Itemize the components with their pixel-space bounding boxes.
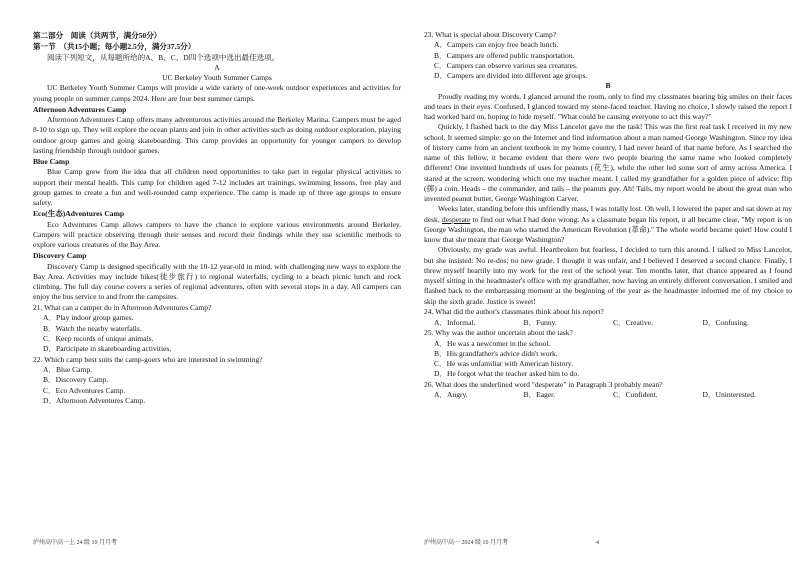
passage-a-letter: A [214,62,220,72]
question-stem: 21. What can a camper do in Afternoon Adventures Camp? [33,303,212,312]
left-column [33,30,401,406]
passage-b-paragraph: Weeks later, standing before this unfriendly mass, I was totally lost. Oh well, I lowered the paper and sat down at my desk, desperate to find out what I had done wrong. As a classmate began his report, it all became clear, "My report is on George Washington, the man who started the American Revolution (革命)." The whole world became quiet! How could I know that she meant that George Washington? [424,204,792,244]
passage-b-letter: B [605,81,611,91]
camp-name: Eco(生态)Adventures Camp [33,209,125,219]
camp-name: Blue Camp [33,157,70,166]
answer-option[interactable]: C．Eco Adventures Camp. [43,385,126,395]
answer-option[interactable]: B．Funny. [523,317,557,327]
passage-a-title: UC Berkeley Youth Summer Camps [162,73,272,82]
underlined-word: desperate [441,214,471,224]
answer-option[interactable]: D．Confusing. [702,317,749,327]
answer-option[interactable]: B．Eager. [523,390,556,400]
answer-option[interactable]: C．Creative. [613,317,654,327]
answer-option[interactable]: B．Discovery Camp. [43,375,109,385]
answer-options-row [424,318,792,328]
answer-option[interactable]: C．Keep records of unique animals. [43,333,154,343]
page-number: 4 [596,540,599,546]
question-stem: 24. What did the author's classmates think about his report? [424,307,604,317]
passage-a-intro: UC Berkeley Youth Summer Camps will provide a wide variety of one-week outdoor experiences and activities for young people on summer camps 2024. Here are four best summer camps. [33,83,401,103]
answer-option[interactable]: D．Uninterested. [702,390,756,400]
answer-option[interactable]: C．Confident. [613,390,658,400]
camp-text: Afternoon Adventures Camp offers many adventurous activities around the Berkeley Marina. Campers must be aged 8-10 to sign up. They will explore the ocean plants and join in other activities such as doing outdoor exploration, playing outdoor group games and going skateboarding. This camp provides an opportunity for younger campers to develop lasting friendship through outdoor games. [33,115,401,155]
answer-option[interactable]: B．His grandfather's advice didn't work. [434,348,558,358]
answer-option[interactable]: A．Campers can enjoy free beach lunch. [434,40,559,50]
answer-option[interactable]: C．Campers can observe various sea creatures. [434,60,578,70]
passage-b-paragraph: Obviously, my grade was awful. Heartbroken but fearless, I decided to turn this around. I talked to Miss Lancelot, but she insisted: No re-dos; no new grade. I thought it was unfair, and I believed I deserved a second chance. Finally, I threw myself heartily into my work for the rest of the school year. Ten months later, that chance appeared as I found myself sitting in the headmaster's office with my grandfather, now having an entirely different conversation. I smiled and flashed back to the embarrassing moment at the beginning of the year as the headmaster informed me of my choice to skip the sixth grade. Justice is sweet! [424,245,792,306]
question-stem: 22. Which camp best suits the camp-goers who are interested in swimming? [33,354,263,364]
answer-option[interactable]: B．Watch the nearby waterfalls. [43,323,142,333]
camp-text: Eco Adventures Camp allows campers to have the chance to explore various environments around Berkeley. Campers will practice observing through their senses and record their findings while they use scientific methods to explore various creatures of the Bay Area. [33,219,401,249]
answer-option[interactable]: A．Blue Camp. [43,365,93,374]
answer-option[interactable]: A．Angry. [434,390,468,400]
section-title: 第一节 （共15小题；每小题2.5分，满分37.5分） [33,42,196,52]
passage-b-paragraph: Proudly reading my words, I glanced around the room, only to find my classmates bearing big smiles on their faces and tears in their eyes. Confused, I glanced toward my stone-faced teacher. Having no choice, I slowly raised the report I had worked hard on, hoping to hide myself. "What could be causing everyone to act this way?" [424,91,792,121]
answer-options-row [424,390,792,400]
footer-right: 泸州高中高一 2024 级 10 月月考 [424,540,509,546]
part-title: 第二部分 阅读（共两节，满分50分） [33,31,162,40]
footer-left: 泸州高中高一上 24 级 10 月月考 [33,540,118,546]
answer-option[interactable]: A．Informal. [434,317,476,327]
answer-option[interactable]: D．Afternoon Adventures Camp. [43,395,146,405]
camp-name: Afternoon Adventures Camp [33,104,127,114]
answer-option[interactable]: C．He was unfamiliar with American history. [434,359,574,368]
right-column [424,30,792,401]
answer-option[interactable]: D．He forgot what the teacher asked him to do. [434,369,580,379]
question-stem: 25. Why was the author uncertain about the task? [424,328,573,338]
answer-option[interactable]: D．Campers are divided into different age groups. [434,71,588,80]
answer-option[interactable]: A．Play indoor group games. [43,313,134,323]
answer-option[interactable]: A．He was a newcomer in the school. [434,338,551,348]
passage-b-paragraph: Quickly, I flashed back to the day Miss Lancelot gave me the task! This was the first real task I received in my new school. It seemed simple: go on the Internet and find information about a man named George Washington. Since my idea of history came from an ancient textbook in my home country, I had never heard of that name before. As I searched the name of this fellow, it became evident that there were two people bearing the same name who looked completely different! One invented hundreds of uses for peanuts (花生), while the other led some sort of army across America. I stared at the screen, wondering which one my teacher meant. I called my grandfather for a golden piece of advice: flip (掷) a coin. Heads – the commander, and tails – the peanuts guy. Ah! Tails, my report would be about the great man who invented peanut butter, George Washington Carver. [424,122,792,203]
camp-text: Blue Camp grew from the idea that all children need opportunities to take part in regular physical activities to support their mental health. This camp for children aged 7-12 includes art trainings, swimming lessons, free play and group games to create a fun and well-rounded camp experience. The camp is made up of three age groups to ensure safety. [33,167,401,207]
answer-option[interactable]: D．Participate in skateboarding activities. [43,344,172,353]
question-stem: 26. What does the underlined word "desperate" in Paragraph 3 probably mean? [424,380,663,389]
question-stem: 23. What is special about Discovery Camp? [424,30,557,39]
answer-option[interactable]: B．Campers are offered public transportation. [434,50,575,60]
camp-text: Discovery Camp is designed specifically with the 10-12 year-old in mind, with challenging new ways to explore the Bay Area. Activities may include hikes(徒步旅行) to regional waterfalls, cycling to a beach picnic lunch and rock climbing. The full day course covers a series of regional adventures, often with several stops in a day. All campers can enjoy the bus service to and from the campsites. [33,261,401,302]
camp-name: Discovery Camp [33,251,87,261]
instruction: 阅读下列短文，从每题所给的A、B、C、D四个选项中选出最佳选项。 [47,52,280,62]
